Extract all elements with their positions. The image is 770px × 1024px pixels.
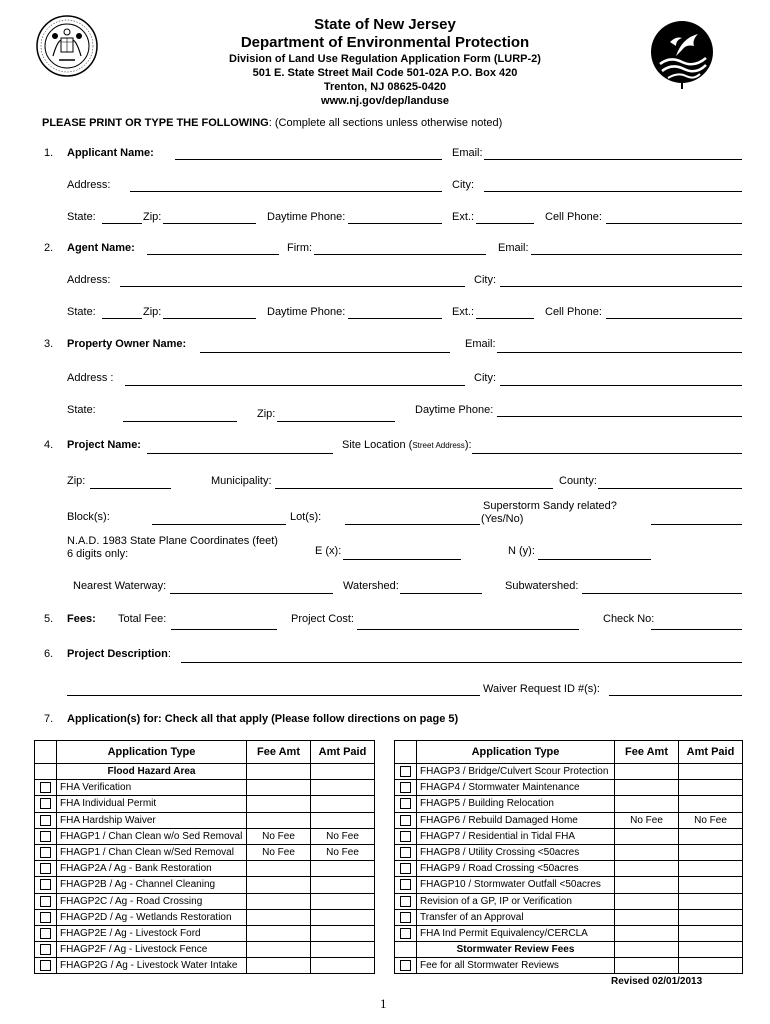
stormwater-review-fees-heading: Stormwater Review Fees <box>417 942 615 958</box>
nearest-waterway-field[interactable] <box>170 593 333 594</box>
application-checkbox[interactable] <box>40 960 51 971</box>
agent-name-field[interactable] <box>147 254 279 255</box>
site-location-field[interactable] <box>472 453 742 454</box>
check-no-label: Check No: <box>603 613 655 625</box>
agent-daytime-phone-field[interactable] <box>348 318 442 319</box>
left-checkbox-cell <box>35 780 57 796</box>
fee-amount[interactable] <box>615 925 679 941</box>
project-cost-label: Project Cost: <box>291 613 354 625</box>
applicant-city-label: City: <box>452 179 474 191</box>
amount-paid[interactable] <box>679 764 743 780</box>
application-checkbox[interactable] <box>40 928 51 939</box>
applicant-state-label: State: <box>67 211 96 223</box>
left-checkbox-cell <box>35 877 57 893</box>
amount-paid[interactable] <box>679 796 743 812</box>
application-checkbox[interactable] <box>400 798 411 809</box>
right-checkbox-cell <box>395 764 417 780</box>
amount-paid[interactable] <box>311 942 375 958</box>
application-checkbox[interactable] <box>400 782 411 793</box>
agent-daytime-phone-label: Daytime Phone: <box>267 306 346 318</box>
applicant-state-field[interactable] <box>102 223 142 224</box>
application-checkbox[interactable] <box>40 863 51 874</box>
section-1-number: 1. <box>44 147 54 159</box>
agent-email-field[interactable] <box>531 254 742 255</box>
left-checkbox-cell <box>35 861 57 877</box>
agent-ext-field[interactable] <box>476 318 534 319</box>
application-checkbox[interactable] <box>400 879 411 890</box>
agent-ext-label: Ext.: <box>452 306 475 318</box>
application-checkbox[interactable] <box>400 766 411 777</box>
application-checkbox[interactable] <box>40 782 51 793</box>
application-type: FHAGP8 / Utility Crossing <50acres <box>417 844 615 860</box>
application-checkbox[interactable] <box>400 831 411 842</box>
instructions-rest: : (Complete all sections unless otherwise noted) <box>268 117 503 129</box>
fee-amount[interactable] <box>247 812 311 828</box>
table-row <box>395 812 743 828</box>
owner-daytime-phone-field[interactable] <box>497 416 742 417</box>
right-checkbox-cell <box>395 958 417 974</box>
applicant-cell-phone-label: Cell Phone: <box>545 211 602 223</box>
section-7-number: 7. <box>44 713 54 725</box>
table-row <box>395 828 743 844</box>
northing-field[interactable] <box>538 559 651 560</box>
application-type: FHAGP2G / Ag - Livestock Water Intake <box>57 958 247 974</box>
fee-amount[interactable] <box>615 828 679 844</box>
amount-paid[interactable] <box>311 893 375 909</box>
agent-name-label: Agent Name: <box>67 242 135 254</box>
amount-paid[interactable]: No Fee <box>311 828 375 844</box>
left-header-fee: Fee Amt <box>247 741 311 764</box>
lot-label: Lot(s): <box>290 511 322 523</box>
amount-paid[interactable] <box>679 893 743 909</box>
amount-paid[interactable]: No Fee <box>311 844 375 860</box>
fee-amount[interactable] <box>247 893 311 909</box>
project-description-label <box>67 648 171 660</box>
right-checkbox-cell <box>395 893 417 909</box>
table-row <box>395 925 743 941</box>
agent-state-label: State: <box>67 306 96 318</box>
application-type: FHAGP2F / Ag - Livestock Fence <box>57 942 247 958</box>
waiver-request-label: Waiver Request ID #(s): <box>483 683 600 695</box>
applicant-ext-label: Ext.: <box>452 211 475 223</box>
application-type: FHAGP9 / Road Crossing <50acres <box>417 861 615 877</box>
right-checkbox-cell <box>395 877 417 893</box>
applicant-address-label: Address: <box>67 179 111 191</box>
project-description-field-2[interactable] <box>67 695 480 696</box>
agent-zip-label: Zip: <box>143 306 162 318</box>
northing-label: N (y): <box>508 545 535 557</box>
table-row <box>35 844 375 860</box>
application-checkbox[interactable] <box>40 847 51 858</box>
table-row <box>35 780 375 796</box>
owner-email-field[interactable] <box>497 352 742 353</box>
table-row <box>395 764 743 780</box>
table-row <box>35 958 375 974</box>
right-section-row <box>395 942 743 958</box>
application-type: FHAGP2E / Ag - Livestock Ford <box>57 925 247 941</box>
amount-paid[interactable] <box>679 909 743 925</box>
applicant-name-field[interactable] <box>175 159 442 160</box>
application-type: FHAGP6 / Rebuild Damaged Home <box>417 812 615 828</box>
agent-address-field[interactable] <box>120 286 465 287</box>
application-checkbox[interactable] <box>400 896 411 907</box>
instructions <box>42 117 502 129</box>
application-type: FHAGP1 / Chan Clean w/Sed Removal <box>57 844 247 860</box>
application-type: FHA Ind Permit Equivalency/CERCLA <box>417 925 615 941</box>
easting-field[interactable] <box>343 559 461 560</box>
applicant-zip-label: Zip: <box>143 211 162 223</box>
application-type: FHAGP7 / Residential in Tidal FHA <box>417 828 615 844</box>
left-checkbox-cell <box>35 828 57 844</box>
fee-amount[interactable] <box>247 925 311 941</box>
easting-label: E (x): <box>315 545 342 557</box>
application-type: FHA Individual Permit <box>57 796 247 812</box>
right-checkbox-cell <box>395 909 417 925</box>
fee-amount[interactable] <box>615 958 679 974</box>
right-checkbox-cell <box>395 780 417 796</box>
left-application-table <box>34 740 375 974</box>
header-address: 501 E. State Street Mail Code 501-02A P.O. Box 420 <box>252 67 518 79</box>
nearest-waterway-label: Nearest Waterway: <box>73 580 167 592</box>
agent-cell-phone-field[interactable] <box>606 318 742 319</box>
application-type: FHAGP3 / Bridge/Culvert Scour Protection <box>417 764 615 780</box>
right-section-fee-empty <box>615 942 679 958</box>
flood-hazard-area-heading: Flood Hazard Area <box>57 764 247 780</box>
application-checkbox[interactable] <box>40 798 51 809</box>
municipality-field[interactable] <box>275 488 553 489</box>
fee-amount[interactable] <box>615 861 679 877</box>
owner-daytime-phone-label: Daytime Phone: <box>415 404 494 416</box>
table-row <box>35 877 375 893</box>
owner-city-label: City: <box>474 372 496 384</box>
section-7-title: Application(s) for: Check all that apply (Please follow directions on page 5) <box>67 713 459 725</box>
application-type: Revision of a GP, IP or Verification <box>417 893 615 909</box>
instructions-bold: PLEASE PRINT OR TYPE THE FOLLOWING <box>42 117 269 129</box>
site-location-hint: Street Address <box>412 441 465 450</box>
right-header-type: Application Type <box>417 741 615 764</box>
project-description-text: Project Description <box>67 648 168 660</box>
application-checkbox[interactable] <box>400 928 411 939</box>
header-city: Trenton, NJ 08625-0420 <box>323 81 447 93</box>
fee-amount[interactable] <box>247 909 311 925</box>
right-header-fee: Fee Amt <box>615 741 679 764</box>
agent-email-label: Email: <box>498 242 529 254</box>
applicant-daytime-phone-field[interactable] <box>348 223 442 224</box>
lot-field[interactable] <box>345 524 480 525</box>
applicant-daytime-phone-label: Daytime Phone: <box>267 211 346 223</box>
left-header-checkbox-col <box>35 741 57 764</box>
amount-paid[interactable] <box>311 861 375 877</box>
amount-paid[interactable] <box>679 925 743 941</box>
owner-zip-label: Zip: <box>257 408 276 420</box>
municipality-label: Municipality: <box>211 475 272 487</box>
table-row <box>395 958 743 974</box>
nad-label-line1: N.A.D. 1983 State Plane Coordinates (feet) <box>67 535 278 547</box>
table-row <box>35 925 375 941</box>
amount-paid[interactable] <box>679 877 743 893</box>
sandy-label-line2: (Yes/No) <box>481 513 524 525</box>
left-checkbox-cell <box>35 844 57 860</box>
agent-cell-phone-label: Cell Phone: <box>545 306 602 318</box>
site-location-text: Site Location ( <box>342 439 413 451</box>
application-checkbox[interactable] <box>40 896 51 907</box>
owner-name-field[interactable] <box>200 352 450 353</box>
table-row <box>395 796 743 812</box>
fee-amount[interactable] <box>247 861 311 877</box>
agent-address-label: Address: <box>67 274 111 286</box>
project-name-field[interactable] <box>147 453 333 454</box>
fee-amount[interactable] <box>247 780 311 796</box>
section-2-number: 2. <box>44 242 54 254</box>
owner-address-field[interactable] <box>125 385 465 386</box>
agent-zip-field[interactable] <box>163 318 256 319</box>
application-type: FHAGP2B / Ag - Channel Cleaning <box>57 877 247 893</box>
owner-state-label: State: <box>67 404 96 416</box>
application-checkbox[interactable] <box>40 879 51 890</box>
header-website[interactable]: www.nj.gov/dep/landuse <box>321 95 449 107</box>
fee-amount[interactable] <box>615 877 679 893</box>
application-type: FHAGP2A / Ag - Bank Restoration <box>57 861 247 877</box>
application-checkbox[interactable] <box>400 847 411 858</box>
subwatershed-field[interactable] <box>582 593 742 594</box>
fee-amount[interactable] <box>615 844 679 860</box>
application-checkbox[interactable] <box>40 912 51 923</box>
waiver-request-field[interactable] <box>609 695 742 696</box>
left-section-empty <box>35 764 57 780</box>
watershed-field[interactable] <box>400 593 482 594</box>
table-row <box>35 796 375 812</box>
amount-paid[interactable] <box>311 925 375 941</box>
block-field[interactable] <box>152 524 286 525</box>
left-checkbox-cell <box>35 796 57 812</box>
sandy-field[interactable] <box>651 524 742 525</box>
county-label: County: <box>559 475 597 487</box>
left-header-paid: Amt Paid <box>311 741 375 764</box>
right-checkbox-cell <box>395 828 417 844</box>
table-row <box>395 909 743 925</box>
fee-amount[interactable] <box>615 796 679 812</box>
amount-paid[interactable] <box>679 844 743 860</box>
application-type: FHA Verification <box>57 780 247 796</box>
project-zip-field[interactable] <box>90 488 171 489</box>
total-fee-field[interactable] <box>171 629 277 630</box>
right-checkbox-cell <box>395 925 417 941</box>
table-row <box>395 877 743 893</box>
amount-paid[interactable] <box>679 861 743 877</box>
amount-paid[interactable] <box>311 958 375 974</box>
header-form-title: Division of Land Use Regulation Application Form (LURP-2) <box>229 53 541 65</box>
amount-paid[interactable] <box>311 909 375 925</box>
section-3-number: 3. <box>44 338 54 350</box>
fees-label: Fees: <box>67 613 96 625</box>
fee-amount[interactable] <box>247 942 311 958</box>
fee-amount[interactable]: No Fee <box>247 828 311 844</box>
application-type: Transfer of an Approval <box>417 909 615 925</box>
table-row <box>35 828 375 844</box>
application-checkbox[interactable] <box>400 912 411 923</box>
application-type: FHA Hardship Waiver <box>57 812 247 828</box>
right-section-paid-empty <box>679 942 743 958</box>
project-zip-label: Zip: <box>67 475 86 487</box>
right-checkbox-cell <box>395 796 417 812</box>
application-checkbox[interactable] <box>40 944 51 955</box>
right-table-header <box>395 741 743 764</box>
left-checkbox-cell <box>35 942 57 958</box>
revised-date: Revised 02/01/2013 <box>611 976 703 987</box>
application-checkbox[interactable] <box>400 960 411 971</box>
fee-amount[interactable]: No Fee <box>247 844 311 860</box>
table-row <box>35 861 375 877</box>
amount-paid[interactable] <box>679 828 743 844</box>
table-row <box>395 780 743 796</box>
project-description-field-1[interactable] <box>181 662 742 663</box>
watershed-label: Watershed: <box>343 580 399 592</box>
agent-firm-field[interactable] <box>314 254 486 255</box>
applicant-zip-field[interactable] <box>163 223 256 224</box>
table-row <box>35 893 375 909</box>
total-fee-label: Total Fee: <box>118 613 167 625</box>
owner-address-label: Address : <box>67 372 114 384</box>
nad-label-line2: 6 digits only: <box>67 548 129 560</box>
section-5-number: 5. <box>44 613 54 625</box>
sandy-label-line1: Superstorm Sandy related? <box>483 500 617 512</box>
fee-amount[interactable] <box>247 877 311 893</box>
application-checkbox[interactable] <box>400 863 411 874</box>
left-checkbox-cell <box>35 958 57 974</box>
amount-paid[interactable] <box>311 796 375 812</box>
left-checkbox-cell <box>35 812 57 828</box>
right-application-table <box>394 740 743 974</box>
check-no-field[interactable] <box>651 629 742 630</box>
agent-city-field[interactable] <box>500 286 742 287</box>
owner-email-label: Email: <box>465 338 496 350</box>
amount-paid[interactable] <box>311 780 375 796</box>
county-field[interactable] <box>598 488 742 489</box>
owner-name-label: Property Owner Name: <box>67 338 187 350</box>
fee-amount[interactable]: No Fee <box>615 812 679 828</box>
application-checkbox[interactable] <box>400 815 411 826</box>
header-state: State of New Jersey <box>314 16 456 33</box>
right-checkbox-cell <box>395 844 417 860</box>
fee-amount[interactable] <box>615 893 679 909</box>
applicant-city-field[interactable] <box>484 191 742 192</box>
left-section-row <box>35 764 375 780</box>
project-cost-field[interactable] <box>357 629 579 630</box>
application-type: Fee for all Stormwater Reviews <box>417 958 615 974</box>
table-row <box>395 861 743 877</box>
section-6-number: 6. <box>44 648 54 660</box>
application-type: FHAGP4 / Stormwater Maintenance <box>417 780 615 796</box>
owner-state-field[interactable] <box>123 421 237 422</box>
left-table-header <box>35 741 375 764</box>
table-row <box>395 844 743 860</box>
applicant-address-field[interactable] <box>130 191 442 192</box>
left-checkbox-cell <box>35 925 57 941</box>
left-section-fee-empty <box>247 764 311 780</box>
left-header-type: Application Type <box>57 741 247 764</box>
left-section-paid-empty <box>311 764 375 780</box>
amount-paid[interactable]: No Fee <box>679 812 743 828</box>
table-row <box>395 893 743 909</box>
header-department: Department of Environmental Protection <box>240 34 530 51</box>
project-description-colon: : <box>167 648 171 660</box>
application-checkbox[interactable] <box>40 815 51 826</box>
applicant-name-label: Applicant Name: <box>67 147 154 159</box>
applicant-ext-field[interactable] <box>476 223 534 224</box>
fee-amount[interactable] <box>615 909 679 925</box>
amount-paid[interactable] <box>311 877 375 893</box>
application-type: FHAGP10 / Stormwater Outfall <50acres <box>417 877 615 893</box>
site-location-label <box>342 439 472 451</box>
application-type: FHAGP5 / Building Relocation <box>417 796 615 812</box>
amount-paid[interactable] <box>679 780 743 796</box>
fee-amount[interactable] <box>247 796 311 812</box>
applicant-email-field[interactable] <box>484 159 742 160</box>
right-checkbox-cell <box>395 812 417 828</box>
table-row <box>35 942 375 958</box>
block-label: Block(s): <box>67 511 110 523</box>
page-number: 1 <box>380 996 387 1011</box>
right-header-checkbox-col <box>395 741 417 764</box>
fee-amount[interactable] <box>247 958 311 974</box>
applicant-cell-phone-field[interactable] <box>606 223 742 224</box>
right-section-empty <box>395 942 417 958</box>
left-checkbox-cell <box>35 893 57 909</box>
right-checkbox-cell <box>395 861 417 877</box>
fee-amount[interactable] <box>615 764 679 780</box>
application-type: FHAGP2D / Ag - Wetlands Restoration <box>57 909 247 925</box>
agent-city-label: City: <box>474 274 496 286</box>
application-checkbox[interactable] <box>40 831 51 842</box>
owner-zip-field[interactable] <box>277 421 395 422</box>
table-row <box>35 812 375 828</box>
agent-firm-label: Firm: <box>287 242 313 254</box>
amount-paid[interactable] <box>679 958 743 974</box>
left-checkbox-cell <box>35 909 57 925</box>
application-type: FHAGP1 / Chan Clean w/o Sed Removal <box>57 828 247 844</box>
owner-city-field[interactable] <box>500 385 742 386</box>
table-row <box>35 909 375 925</box>
project-name-label: Project Name: <box>67 439 141 451</box>
amount-paid[interactable] <box>311 812 375 828</box>
right-header-paid: Amt Paid <box>679 741 743 764</box>
section-4-number: 4. <box>44 439 54 451</box>
subwatershed-label: Subwatershed: <box>505 580 579 592</box>
applicant-email-label: Email: <box>452 147 483 159</box>
agent-state-field[interactable] <box>102 318 142 319</box>
fee-amount[interactable] <box>615 780 679 796</box>
application-type: FHAGP2C / Ag - Road Crossing <box>57 893 247 909</box>
site-location-end: ): <box>464 439 472 451</box>
